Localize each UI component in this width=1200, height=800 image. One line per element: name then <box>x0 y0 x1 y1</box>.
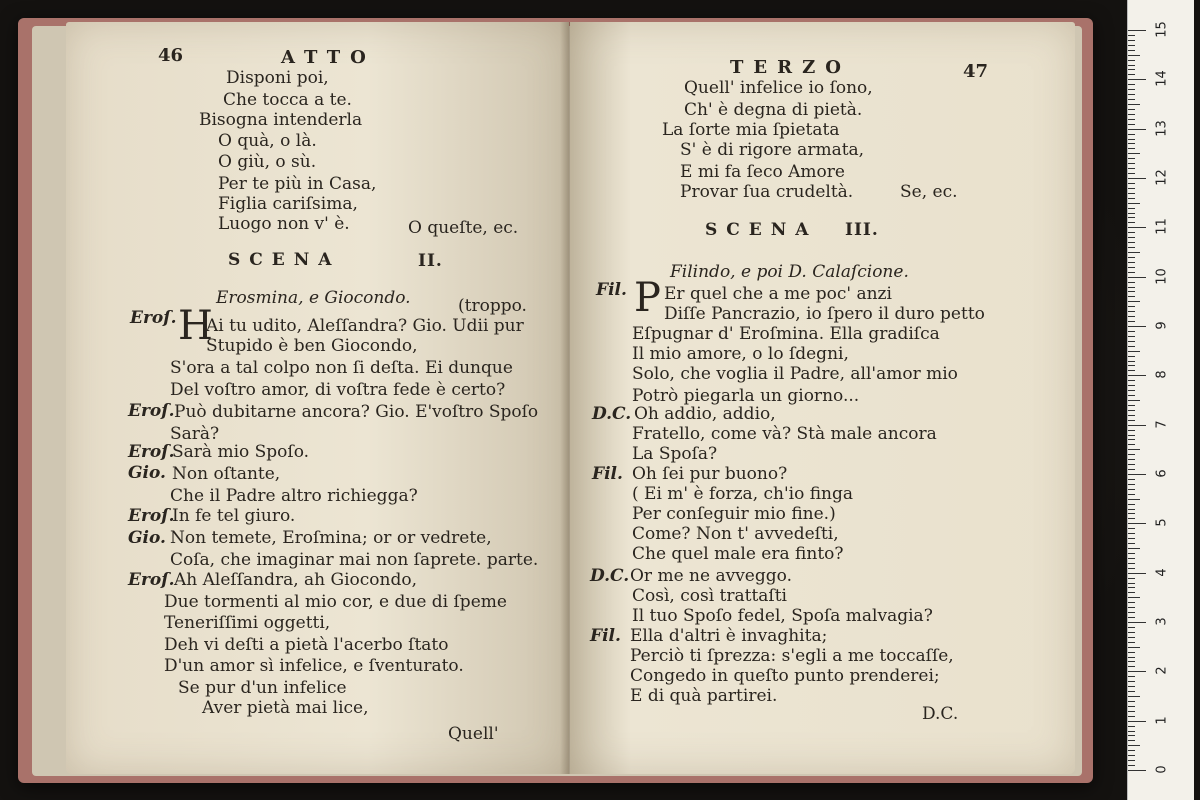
ruler-subtick <box>1128 109 1135 110</box>
verse-line: Ch' è degna di pietà. <box>684 100 863 120</box>
ruler-subtick <box>1128 528 1135 529</box>
speaker: Eroſ. <box>128 506 175 526</box>
dialogue-line: Non oſtante, <box>172 464 281 484</box>
ruler-subtick <box>1128 316 1135 317</box>
ruler-subtick <box>1128 395 1135 396</box>
ruler-subtick <box>1128 657 1135 658</box>
ruler-subtick <box>1128 666 1135 667</box>
ruler-subtick <box>1128 267 1135 268</box>
ruler-subtick <box>1128 676 1135 677</box>
ruler-subtick <box>1128 296 1135 297</box>
ruler-subtick <box>1128 518 1135 519</box>
ruler-tick <box>1128 277 1146 278</box>
ruler-number: 10 <box>1154 267 1170 285</box>
ruler-subtick <box>1128 45 1135 46</box>
speaker: Fil. <box>592 464 623 484</box>
ruler-number: 8 <box>1154 370 1170 379</box>
ruler-tick <box>1128 375 1146 376</box>
ruler-tick <box>1128 721 1146 722</box>
verse-line: Figlia cariſsima, <box>218 194 358 214</box>
ruler-subtick <box>1128 208 1135 209</box>
verse-line: Per te più in Casa, <box>218 174 377 194</box>
dialogue-line: Stupido è ben Giocondo, <box>206 336 418 356</box>
ruler-tick <box>1128 573 1146 574</box>
ruler-tick <box>1128 622 1146 623</box>
ruler-number: 15 <box>1154 21 1170 38</box>
verse-line: Luogo non v' è. <box>218 214 350 234</box>
ruler-tick <box>1128 523 1146 524</box>
ruler-subtick <box>1128 380 1135 381</box>
verse-line: Che tocca a te. <box>223 90 352 110</box>
ruler-subtick <box>1128 469 1135 470</box>
ruler-subtick <box>1128 405 1135 406</box>
scene-number: II. <box>418 251 443 271</box>
verse-continuation: O queſte, ec. <box>408 218 519 238</box>
page-number: 47 <box>963 61 989 82</box>
ruler-subtick <box>1128 681 1135 682</box>
speaker: Gio. <box>128 463 166 483</box>
ruler-subtick <box>1128 494 1135 495</box>
ruler-subtick <box>1128 627 1135 628</box>
ruler-subtick <box>1128 543 1135 544</box>
ruler-number: 7 <box>1154 420 1170 429</box>
ruler-subtick <box>1128 237 1135 238</box>
ruler-subtick <box>1128 163 1135 164</box>
ruler-subtick <box>1128 765 1135 766</box>
ruler-subtick <box>1128 607 1135 608</box>
ruler-subtick <box>1128 740 1135 741</box>
ruler-subtick <box>1128 168 1135 169</box>
ruler-subtick <box>1128 247 1135 248</box>
ruler-subtick <box>1128 336 1135 337</box>
ruler-subtick <box>1128 479 1135 480</box>
dialogue-line: In fe tel giuro. <box>172 506 296 526</box>
ruler-subtick <box>1128 617 1135 618</box>
ruler-number: 4 <box>1154 568 1170 577</box>
scene-characters: Erosmina, e Giocondo. <box>216 288 411 308</box>
ruler-subtick <box>1128 509 1135 510</box>
ruler-tick <box>1128 474 1146 475</box>
ruler-subtick <box>1128 533 1135 534</box>
ruler-subtick <box>1128 439 1135 440</box>
ruler-subtick <box>1128 262 1135 263</box>
ruler-subtick <box>1128 252 1140 253</box>
verse-line: Quell' infelice io ſono, <box>684 78 873 98</box>
ruler-subtick <box>1128 99 1135 100</box>
ruler-subtick <box>1128 612 1135 613</box>
catchword: D.C. <box>922 704 959 724</box>
dialogue-line: Come? Non t' avvedeſti, <box>632 524 839 544</box>
ruler-subtick <box>1128 750 1135 751</box>
ruler-subtick <box>1128 361 1135 362</box>
ruler-subtick <box>1128 420 1135 421</box>
dialogue-line: Che quel male era finto? <box>632 544 844 564</box>
ruler-subtick <box>1128 203 1140 204</box>
ruler-subtick <box>1128 444 1135 445</box>
dialogue-line: D'un amor sì infelice, e ſventurato. <box>164 656 464 676</box>
ruler-subtick <box>1128 504 1135 505</box>
scene-title: SCENA <box>228 250 341 270</box>
ruler-subtick <box>1128 553 1135 554</box>
ruler-subtick <box>1128 104 1140 105</box>
ruler-subtick <box>1128 356 1135 357</box>
ruler-subtick <box>1128 499 1140 500</box>
speaker: Eroſ. <box>128 570 175 590</box>
drop-cap: H <box>178 303 213 349</box>
ruler-subtick <box>1128 538 1135 539</box>
ruler-number: 14 <box>1154 70 1170 88</box>
running-head: TERZO <box>730 57 851 78</box>
ruler-subtick <box>1128 331 1135 332</box>
ruler-subtick <box>1128 341 1135 342</box>
ruler-subtick <box>1128 311 1135 312</box>
ruler-subtick <box>1128 173 1135 174</box>
ruler-subtick <box>1128 652 1135 653</box>
ruler-subtick <box>1128 222 1135 223</box>
dialogue-line: Perciò ti ſprezza: s'egli a me toccaſſe, <box>630 646 954 666</box>
ruler-subtick <box>1128 696 1140 697</box>
dialogue-line: Or me ne avveggo. <box>630 566 792 586</box>
ruler-tick <box>1128 129 1146 130</box>
ruler-subtick <box>1128 50 1135 51</box>
ruler-number: 2 <box>1154 666 1170 675</box>
ruler-subtick <box>1128 69 1135 70</box>
ruler-subtick <box>1128 602 1135 603</box>
ruler-tick <box>1128 30 1146 31</box>
speaker: Eroſ. <box>128 442 175 462</box>
dialogue-line: Il mio amore, o lo ſdegni, <box>632 344 849 364</box>
dialogue-line: La Spoſa? <box>632 444 718 464</box>
ruler-subtick <box>1128 346 1135 347</box>
ruler-subtick <box>1128 188 1135 189</box>
ruler-subtick <box>1128 213 1135 214</box>
speaker: Fil. <box>596 280 627 300</box>
ruler-subtick <box>1128 558 1135 559</box>
dialogue-line: Sarà mio Spoſo. <box>172 442 310 462</box>
ruler-number: 3 <box>1154 617 1170 626</box>
dialogue-line: Solo, che voglia il Padre, all'amor mio <box>632 364 958 384</box>
ruler-subtick <box>1128 321 1135 322</box>
ruler-subtick <box>1128 35 1135 36</box>
verse-line: Provar ſua crudeltà. <box>680 182 854 202</box>
ruler-subtick <box>1128 114 1135 115</box>
ruler-subtick <box>1128 89 1135 90</box>
ruler-subtick <box>1128 716 1135 717</box>
ruler-subtick <box>1128 563 1135 564</box>
ruler-subtick <box>1128 40 1135 41</box>
ruler-subtick <box>1128 282 1135 283</box>
ruler-subtick <box>1128 94 1135 95</box>
ruler-subtick <box>1128 661 1135 662</box>
ruler-subtick <box>1128 55 1140 56</box>
dialogue-line: Aver pietà mai lice, <box>202 698 369 718</box>
left-page <box>66 22 569 774</box>
ruler-subtick <box>1128 592 1135 593</box>
ruler-subtick <box>1128 183 1135 184</box>
ruler-subtick <box>1128 306 1135 307</box>
speaker: D.C. <box>590 566 630 586</box>
dialogue-line: Ah Aleſſandra, ah Giocondo, <box>174 570 417 590</box>
ruler-tick <box>1128 671 1146 672</box>
verse-line: S' è di rigore armata, <box>680 140 865 160</box>
ruler-subtick <box>1128 242 1135 243</box>
ruler-subtick <box>1128 513 1135 514</box>
dialogue-line: Congedo in queſto punto prenderei; <box>630 666 940 686</box>
dialogue-line: E di quà partirei. <box>630 686 778 706</box>
ruler-subtick <box>1128 134 1135 135</box>
ruler-subtick <box>1128 351 1140 352</box>
ruler-subtick <box>1128 370 1135 371</box>
ruler-subtick <box>1128 578 1135 579</box>
ruler-subtick <box>1128 153 1140 154</box>
ruler-subtick <box>1128 198 1135 199</box>
ruler-number: 5 <box>1154 518 1170 527</box>
dialogue-line: Che il Padre altro richiegga? <box>170 486 418 506</box>
dialogue-line: ( Ei m' è forza, ch'io finga <box>632 484 854 504</box>
ruler-subtick <box>1128 449 1140 450</box>
ruler-subtick <box>1128 731 1135 732</box>
dialogue-line: Oh addio, addio, <box>634 404 776 424</box>
dialogue-line: Del voſtro amor, di voſtra fede è certo? <box>170 380 506 400</box>
speaker: Fil. <box>590 626 621 646</box>
verse-line: Bisogna intenderla <box>199 110 363 130</box>
dialogue-line: Diſſe Pancrazio, io ſpero il duro petto <box>664 304 985 324</box>
verse-line: Disponi poi, <box>226 68 329 88</box>
ruler-subtick <box>1128 400 1140 401</box>
ruler-tick <box>1128 227 1146 228</box>
ruler-subtick <box>1128 587 1135 588</box>
verse-line: La ſorte mia ſpietata <box>662 120 840 140</box>
dialogue-line: Ella d'altri è invaghita; <box>630 626 828 646</box>
ruler-subtick <box>1128 291 1135 292</box>
ruler-subtick <box>1128 65 1135 66</box>
dialogue-line: Sarà? <box>170 424 220 444</box>
ruler-subtick <box>1128 760 1135 761</box>
ruler-tick <box>1128 770 1146 771</box>
catchword: Quell' <box>448 724 499 744</box>
ruler-subtick <box>1128 217 1135 218</box>
ruler-tick <box>1128 326 1146 327</box>
ruler-subtick <box>1128 385 1135 386</box>
ruler-subtick <box>1128 390 1135 391</box>
ruler-number: 0 <box>1154 765 1170 774</box>
verse-line: E mi fa ſeco Amore <box>680 162 845 182</box>
ruler-subtick <box>1128 489 1135 490</box>
scene-characters: Filindo, e poi D. Calaſcione. <box>670 262 909 282</box>
dialogue-line: Deh vi deſti a pietà l'acerbo ſtato <box>164 635 449 655</box>
scene-number: III. <box>845 220 879 240</box>
ruler-subtick <box>1128 484 1135 485</box>
dialogue-line: Il tuo Spoſo fedel, Spoſa malvagia? <box>632 606 933 626</box>
ruler-subtick <box>1128 459 1135 460</box>
dialogue-line: Coſa, che imaginar mai non ſaprete. parte. <box>170 550 539 570</box>
dialogue-line: Er quel che a me poc' anzi <box>664 284 892 304</box>
ruler-number: 13 <box>1154 119 1170 137</box>
ruler-number: 9 <box>1154 321 1170 330</box>
ruler-subtick <box>1128 272 1135 273</box>
ruler-subtick <box>1128 755 1135 756</box>
ruler-number: 12 <box>1154 169 1170 186</box>
dialogue-line: Teneriſſimi oggetti, <box>164 613 331 633</box>
ruler-subtick <box>1128 726 1135 727</box>
verse-line: O quà, o là. <box>218 131 317 151</box>
page-number: 46 <box>158 45 184 66</box>
ruler-subtick <box>1128 430 1135 431</box>
ruler-subtick <box>1128 287 1135 288</box>
measuring-ruler <box>1127 0 1194 800</box>
speaker: D.C. <box>592 404 632 424</box>
scene-title: SCENA <box>705 220 818 240</box>
ruler-subtick <box>1128 415 1135 416</box>
ruler-subtick <box>1128 143 1135 144</box>
dialogue-line: Fratello, come và? Stà male ancora <box>632 424 937 444</box>
speaker: Eroſ. <box>130 308 177 328</box>
ruler-subtick <box>1128 637 1135 638</box>
ruler-subtick <box>1128 454 1135 455</box>
speaker: Eroſ. <box>128 401 175 421</box>
ruler-subtick <box>1128 193 1135 194</box>
ruler-subtick <box>1128 124 1135 125</box>
ruler-subtick <box>1128 701 1135 702</box>
ruler-subtick <box>1128 435 1135 436</box>
ruler-number: 11 <box>1154 218 1170 236</box>
verse-continuation: Se, ec. <box>900 182 958 202</box>
ruler-subtick <box>1128 632 1135 633</box>
verse-line: O giù, o sù. <box>218 152 317 172</box>
ruler-subtick <box>1128 568 1135 569</box>
speaker: Gio. <box>128 528 166 548</box>
ruler-subtick <box>1128 548 1140 549</box>
dialogue-line: Potrò piegarla un giorno... <box>632 386 860 406</box>
running-head: ATTO <box>281 47 376 68</box>
ruler-subtick <box>1128 158 1135 159</box>
dialogue-line: Può dubitarne ancora? Gio. E'voſtro Spoſo <box>174 402 539 422</box>
ruler-tick <box>1128 425 1146 426</box>
ruler-number: 6 <box>1154 469 1170 478</box>
ruler-subtick <box>1128 232 1135 233</box>
dialogue-line: Eſpugnar d' Eroſmina. Ella gradiſca <box>632 324 940 344</box>
ruler-subtick <box>1128 464 1135 465</box>
ruler-subtick <box>1128 74 1135 75</box>
dialogue-line: Due tormenti al mio cor, e due di ſpeme <box>164 592 507 612</box>
ruler-number: 1 <box>1154 716 1170 725</box>
dialogue-line: Oh ſei pur buono? <box>632 464 788 484</box>
ruler-subtick <box>1128 60 1135 61</box>
ruler-subtick <box>1128 139 1135 140</box>
right-page <box>570 22 1075 774</box>
ruler-subtick <box>1128 711 1135 712</box>
dialogue-line: Non temete, Eroſmina; or or vedrete, <box>170 528 492 548</box>
ruler-subtick <box>1128 647 1140 648</box>
dialogue-line: Se pur d'un infelice <box>178 678 347 698</box>
drop-cap: P <box>634 275 661 321</box>
ruler-subtick <box>1128 597 1140 598</box>
ruler-subtick <box>1128 365 1135 366</box>
ruler-subtick <box>1128 642 1135 643</box>
overflow-word: (troppo. <box>458 296 527 316</box>
dialogue-line: Così, così trattaſti <box>632 586 787 606</box>
ruler-tick <box>1128 79 1146 80</box>
ruler-subtick <box>1128 148 1135 149</box>
ruler-subtick <box>1128 706 1135 707</box>
dialogue-line: Per conſeguir mio fine.) <box>632 504 836 524</box>
ruler-subtick <box>1128 583 1135 584</box>
ruler-subtick <box>1128 301 1140 302</box>
ruler-subtick <box>1128 257 1135 258</box>
ruler-tick <box>1128 178 1146 179</box>
ruler-subtick <box>1128 119 1135 120</box>
dialogue-line: Ai tu udito, Aleſſandra? Gio. Udii pur <box>206 316 524 336</box>
ruler-subtick <box>1128 410 1135 411</box>
ruler-subtick <box>1128 735 1135 736</box>
ruler-subtick <box>1128 691 1135 692</box>
ruler-subtick <box>1128 745 1140 746</box>
dialogue-line: S'ora a tal colpo non ſi deſta. Ei dunque <box>170 358 513 378</box>
ruler-subtick <box>1128 686 1135 687</box>
ruler-subtick <box>1128 84 1135 85</box>
